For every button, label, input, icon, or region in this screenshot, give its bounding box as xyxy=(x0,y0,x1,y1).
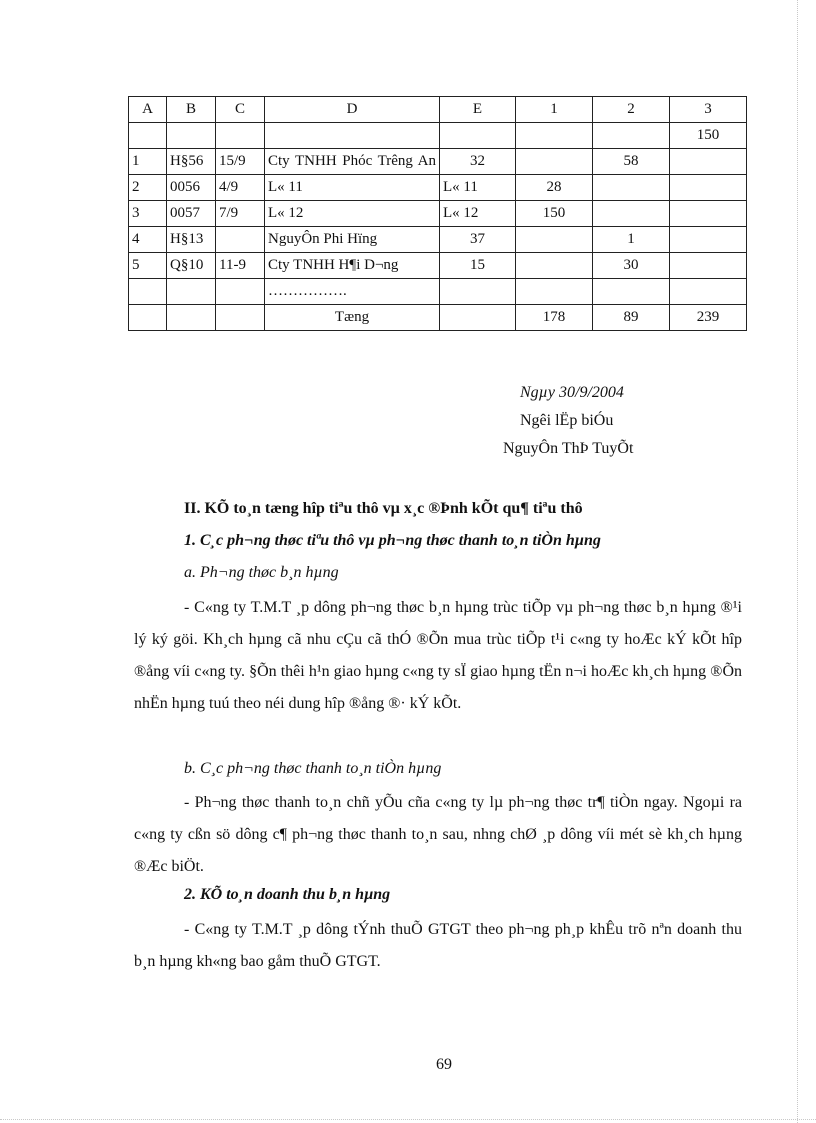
total-label: Tæng xyxy=(265,305,440,331)
signature-name: NguyÔn ThÞ TuyÕt xyxy=(503,440,634,457)
table-cell xyxy=(670,175,747,201)
table-cell xyxy=(593,201,670,227)
table-cell: L« 12 xyxy=(265,201,440,227)
table-row xyxy=(129,149,747,175)
table-cell: 0056 xyxy=(167,175,216,201)
col-header-3: 3 xyxy=(670,97,747,123)
table-cell xyxy=(129,279,167,305)
table-cell: 150 xyxy=(516,201,593,227)
table-cell xyxy=(216,123,265,149)
table-cell xyxy=(670,149,747,175)
table-cell: 4/9 xyxy=(216,175,265,201)
table-total-row xyxy=(129,305,747,331)
table-cell: NguyÔn Phi Hïng xyxy=(265,227,440,253)
paragraph-text: - Ph¬ng thøc thanh to¸n chñ yÕu cña c«ng ty lµ ph¬ng thøc tr¶ tiÒn ngay. Ngoµi ra c«ng ty cßn sö dông c¶ ph¬ng thøc thanh to¸n sau, nhng chØ ¸p dông víi mét sè kh¸ch hµng ®Æc biÖt. xyxy=(134,794,742,875)
col-header-b: B xyxy=(167,97,216,123)
page-number: 69 xyxy=(436,1056,452,1073)
table-cell: 1 xyxy=(593,227,670,253)
col-header-1: 1 xyxy=(516,97,593,123)
table-cell: 0057 xyxy=(167,201,216,227)
table-cell: 5 xyxy=(129,253,167,279)
table-cell xyxy=(516,149,593,175)
table-row xyxy=(129,279,747,305)
table-cell xyxy=(593,279,670,305)
table-cell xyxy=(167,305,216,331)
page-edge-right xyxy=(797,0,798,1123)
col-header-d: D xyxy=(265,97,440,123)
paragraph-revenue xyxy=(134,914,742,978)
table-cell: Cty TNHH H¶i D¬ng xyxy=(265,253,440,279)
table-cell xyxy=(129,305,167,331)
table-cell xyxy=(216,305,265,331)
table-cell xyxy=(216,227,265,253)
total-cell: 178 xyxy=(516,305,593,331)
table-cell: 2 xyxy=(129,175,167,201)
table-cell xyxy=(670,279,747,305)
table-cell xyxy=(167,279,216,305)
subheading-2: 2. KÕ to¸n doanh thu b¸n hµng xyxy=(184,886,391,903)
table-cell: 28 xyxy=(516,175,593,201)
table-cell: 58 xyxy=(593,149,670,175)
section-heading-ii: II. KÕ to¸n tæng hîp tiªu thô vµ x¸c ®Þnh kÕt qu¶ tiªu thô xyxy=(184,500,583,517)
table-cell: 30 xyxy=(593,253,670,279)
table-cell: ……………. xyxy=(265,279,440,305)
table-cell xyxy=(670,201,747,227)
signature-role: Ngêi lËp biÓu xyxy=(520,412,614,429)
table-cell xyxy=(593,123,670,149)
col-header-2: 2 xyxy=(593,97,670,123)
table-cell xyxy=(516,253,593,279)
ledger-table xyxy=(128,96,747,331)
table-cell: L« 11 xyxy=(440,175,516,201)
table-cell: 4 xyxy=(129,227,167,253)
table-cell: H§56 xyxy=(167,149,216,175)
table-cell: 1 xyxy=(129,149,167,175)
table-cell: 15/9 xyxy=(216,149,265,175)
table-cell xyxy=(440,123,516,149)
table-row xyxy=(129,227,747,253)
table-cell xyxy=(516,123,593,149)
table-cell: H§13 xyxy=(167,227,216,253)
paragraph-sales-methods xyxy=(134,592,742,720)
table-header-row xyxy=(129,97,747,123)
table-cell: 150 xyxy=(670,123,747,149)
table-cell: 37 xyxy=(440,227,516,253)
table-cell: 15 xyxy=(440,253,516,279)
table-row xyxy=(129,123,747,149)
subheading-1a: a. Ph¬ng thøc b¸n hµng xyxy=(184,564,339,581)
table-cell: 7/9 xyxy=(216,201,265,227)
table-row xyxy=(129,175,747,201)
total-cell: 89 xyxy=(593,305,670,331)
total-cell: 239 xyxy=(670,305,747,331)
subheading-1b: b. C¸c ph¬ng thøc thanh to¸n tiÒn hµng xyxy=(184,760,442,777)
table-cell: 32 xyxy=(440,149,516,175)
col-header-c: C xyxy=(216,97,265,123)
paragraph-text: - C«ng ty T.M.T ¸p dông ph¬ng thøc b¸n hµng trùc tiÕp vµ ph¬ng thøc b¸n hµng ®¹i lý ký göi. Kh¸ch hµng cã nhu cÇu cã thÓ ®Õn mua trùc tiÕp t¹i c«ng ty hoÆc kÝ kÕt hîp ®ång víi c«ng ty. §Õn thêi h¹n giao hµng c«ng ty sÏ giao hµng tËn n¬i hoÆc kh¸ch hµng ®Õn nhËn hµng tuú theo néi dung hîp ®ång ®· kÝ kÕt. xyxy=(134,599,742,712)
table-cell xyxy=(516,279,593,305)
page-edge-bottom xyxy=(0,1119,816,1120)
table-cell: 11-9 xyxy=(216,253,265,279)
table-cell: L« 11 xyxy=(265,175,440,201)
table-cell: L« 12 xyxy=(440,201,516,227)
subheading-1: 1. C¸c ph¬ng thøc tiªu thô vµ ph¬ng thøc thanh to¸n tiÒn hµng xyxy=(184,532,601,549)
col-header-a: A xyxy=(129,97,167,123)
table-cell xyxy=(516,227,593,253)
table-cell xyxy=(593,175,670,201)
table-cell xyxy=(440,279,516,305)
signature-date: Ngµy 30/9/2004 xyxy=(520,384,624,401)
table-cell xyxy=(265,123,440,149)
paragraph-payment-methods xyxy=(134,787,742,883)
table-cell xyxy=(670,253,747,279)
table-cell xyxy=(129,123,167,149)
table-cell xyxy=(167,123,216,149)
table-cell xyxy=(440,305,516,331)
paragraph-text: - C«ng ty T.M.T ¸p dông tÝnh thuÕ GTGT theo ph¬ng ph¸p khÊu trõ nªn doanh thu b¸n hµng kh«ng bao gåm thuÕ GTGT. xyxy=(134,921,742,970)
table-cell: Cty TNHH Phóc Trêng An xyxy=(265,149,440,175)
table-row xyxy=(129,253,747,279)
table-cell: 3 xyxy=(129,201,167,227)
col-header-e: E xyxy=(440,97,516,123)
table-cell: Q§10 xyxy=(167,253,216,279)
table-row xyxy=(129,201,747,227)
table-cell xyxy=(216,279,265,305)
table-cell xyxy=(670,227,747,253)
